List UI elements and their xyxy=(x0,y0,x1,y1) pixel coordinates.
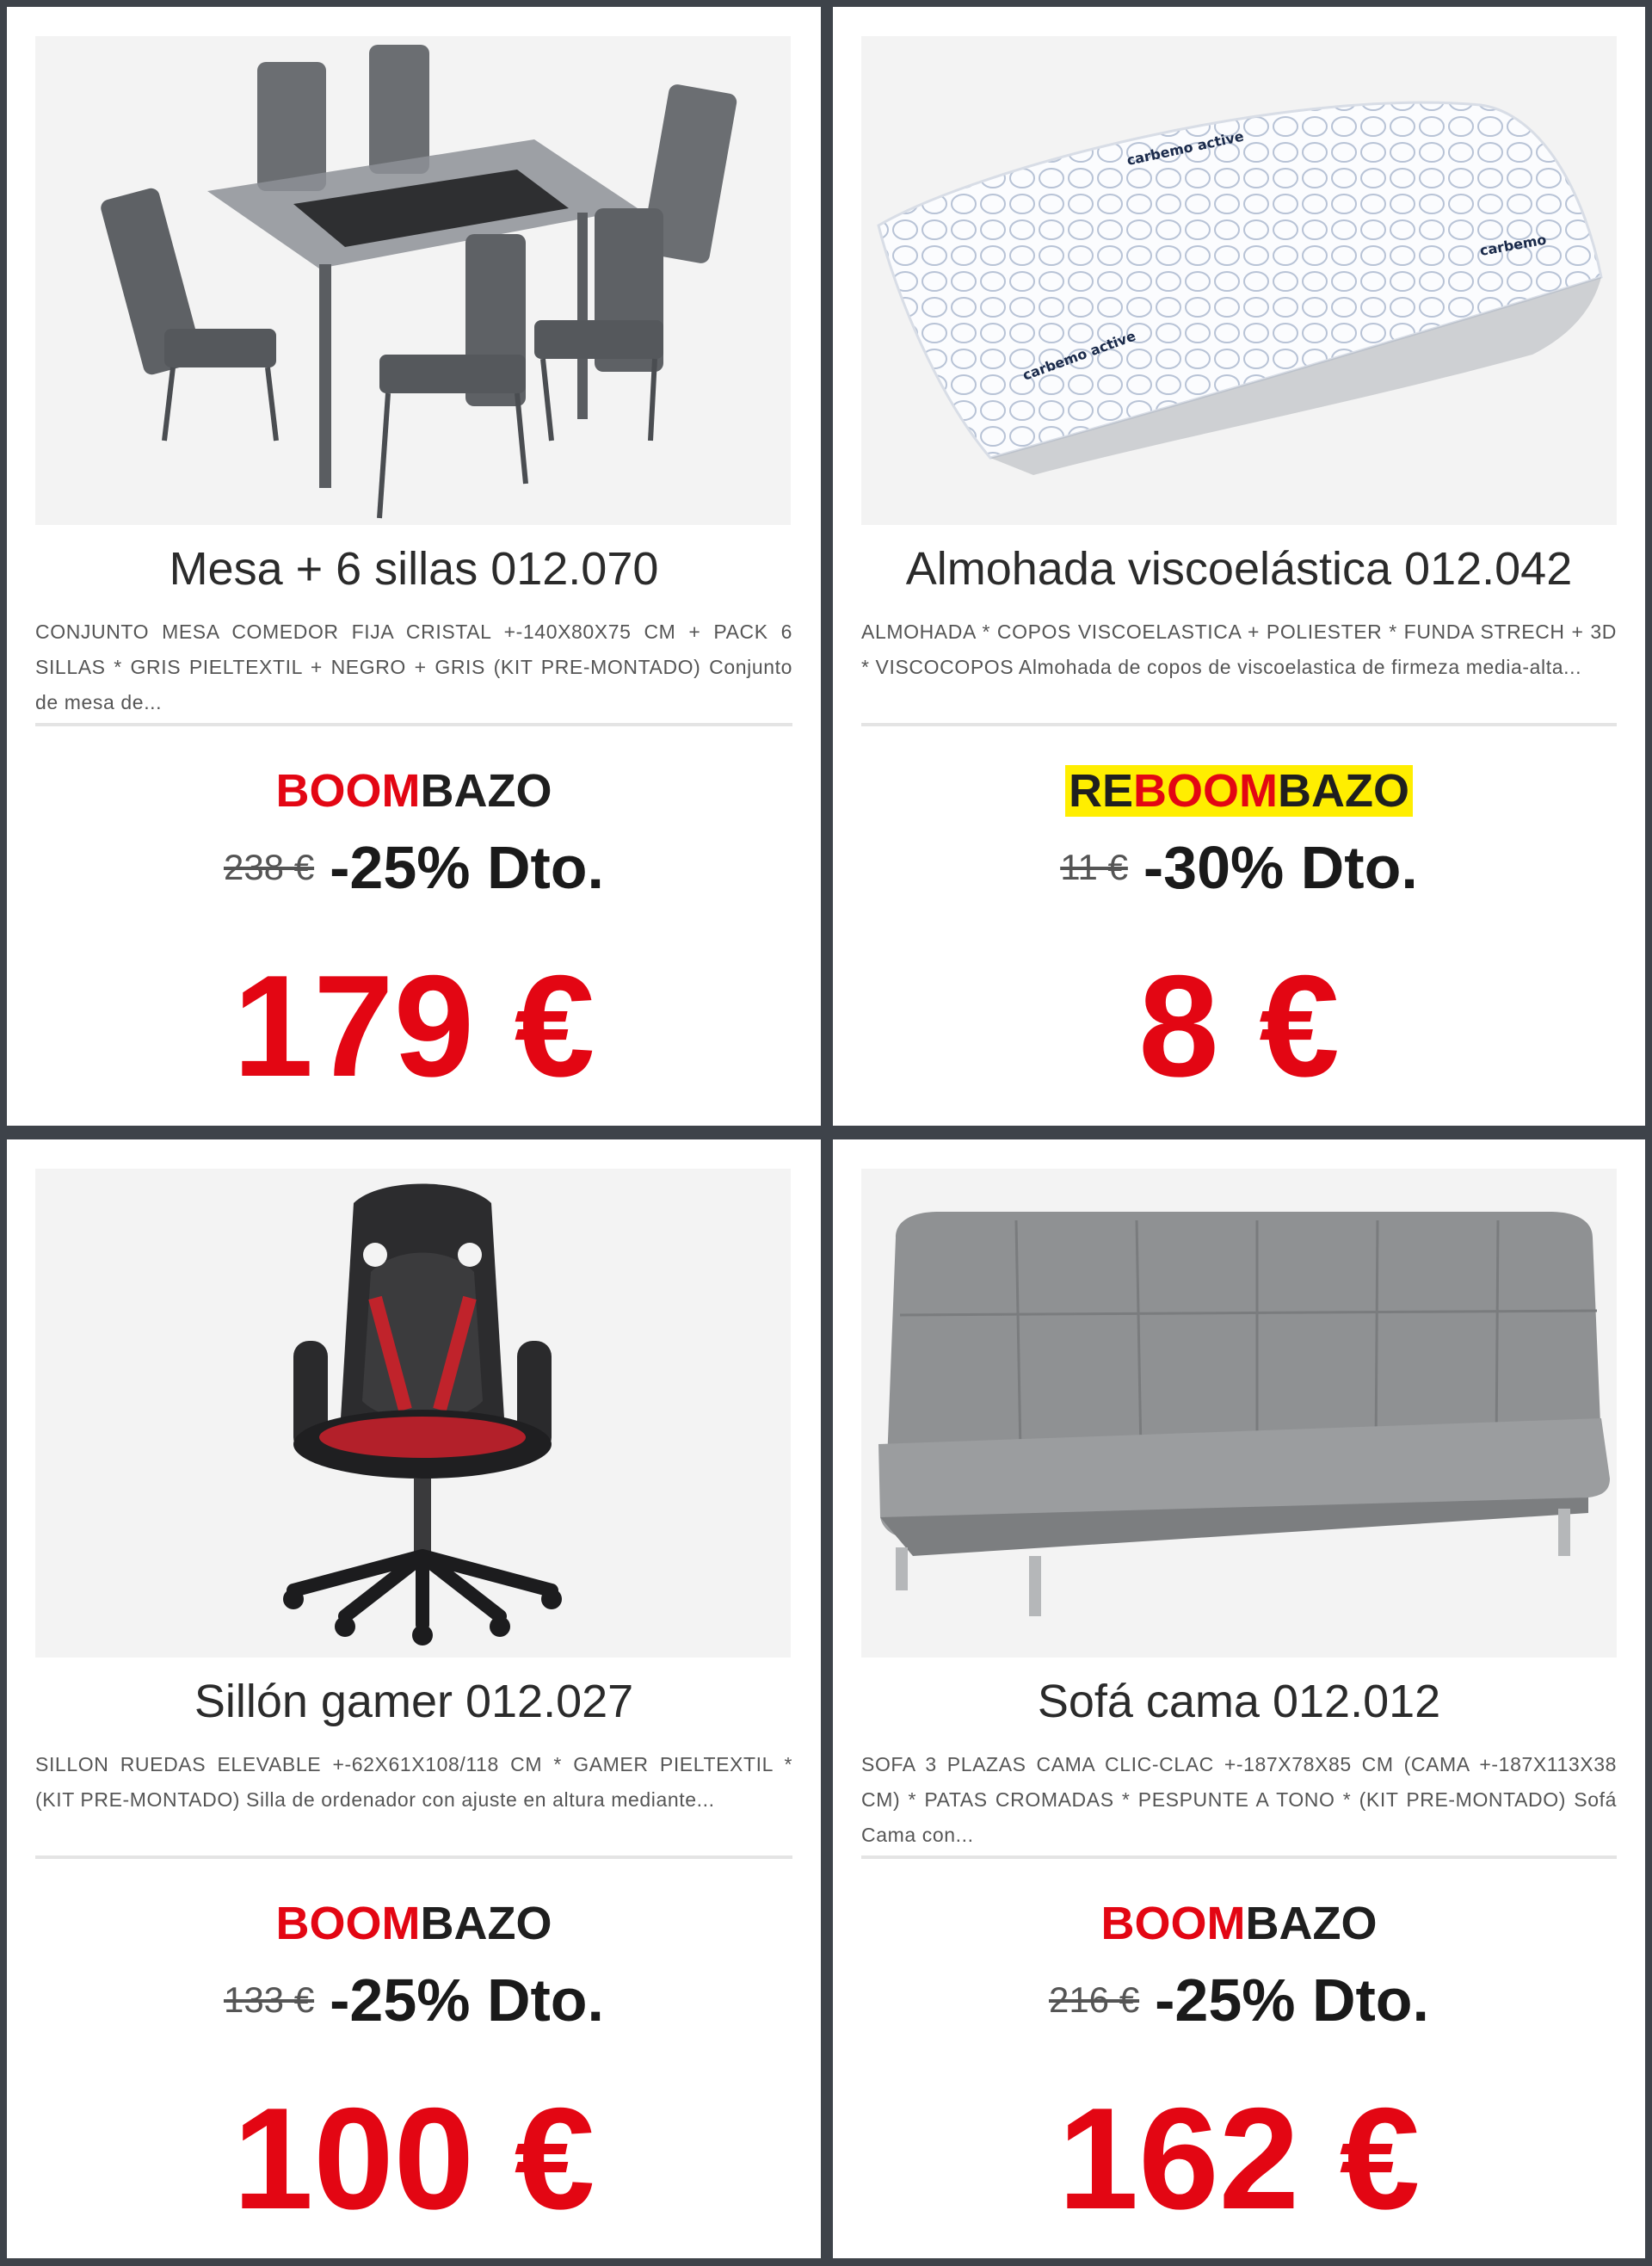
discount-row xyxy=(7,833,821,902)
old-price: 11 € xyxy=(1060,847,1128,887)
product-card-sofa[interactable] xyxy=(833,1139,1645,2258)
promo-boom: BOOM xyxy=(275,765,421,817)
product-card-mesa[interactable] xyxy=(7,7,821,1126)
discount-percent: -25% Dto. xyxy=(330,1967,605,2034)
promo-re: RE xyxy=(1069,765,1134,817)
sofa-bed-illustration xyxy=(861,1169,1617,1658)
product-title[interactable]: Mesa + 6 sillas 012.070 xyxy=(169,543,659,595)
divider xyxy=(35,1855,792,1859)
promo-highlight xyxy=(1065,765,1413,817)
product-description: SILLON RUEDAS ELEVABLE +-62X61X108/118 CM * GAMER PIELTEXTIL * (KIT PRE-MONTADO) Silla de ordenador con ajuste en altura mediante... xyxy=(35,1753,792,1811)
product-description: SOFA 3 PLAZAS CAMA CLIC-CLAC +-187X78X85 CM (CAMA +-187X113X38 CM) * PATAS CROMADAS * PESPUNTE A TONO * (KIT PRE-MONTADO) Sofá Cama con... xyxy=(861,1753,1617,1846)
svg-text:carbemo: carbemo xyxy=(1478,231,1548,259)
promo-boom: BOOM xyxy=(1133,765,1279,817)
product-image-sillon[interactable] xyxy=(35,1169,791,1658)
divider xyxy=(35,723,792,726)
product-title[interactable]: Sofá cama 012.012 xyxy=(1037,1676,1441,1727)
promo-label xyxy=(7,764,821,818)
sale-price: 8 € xyxy=(1138,945,1340,1107)
discount-percent: -25% Dto. xyxy=(1155,1967,1430,2034)
product-image-mesa[interactable] xyxy=(35,36,791,525)
promo-boom: BOOM xyxy=(1100,1898,1246,1949)
promo-boom: BOOM xyxy=(275,1898,421,1949)
pillow-illustration xyxy=(861,36,1617,525)
product-card-sillon[interactable] xyxy=(7,1139,821,2258)
product-title[interactable]: Almohada viscoelástica 012.042 xyxy=(905,543,1573,595)
sale-price: 179 € xyxy=(232,945,595,1107)
old-price: 133 € xyxy=(223,1979,315,2020)
discount-row xyxy=(7,1966,821,2034)
promo-label xyxy=(833,764,1645,818)
promo-label xyxy=(833,1897,1645,1950)
promo-bazo: BAZO xyxy=(420,1898,552,1949)
sale-price: 162 € xyxy=(1057,2078,1421,2239)
sale-price: 100 € xyxy=(232,2078,595,2239)
product-image-almohada[interactable] xyxy=(861,36,1617,525)
old-price: 238 € xyxy=(223,847,315,887)
product-image-sofa[interactable] xyxy=(861,1169,1617,1658)
product-description: ALMOHADA * COPOS VISCOELASTICA + POLIESTER * FUNDA STRECH + 3D * VISCOCOPOS Almohada de copos de viscoelastica de firmeza media-alta... xyxy=(861,621,1617,678)
divider xyxy=(861,723,1617,726)
promo-bazo: BAZO xyxy=(1278,765,1409,817)
discount-row xyxy=(833,833,1645,902)
discount-percent: -25% Dto. xyxy=(330,834,605,901)
promo-bazo: BAZO xyxy=(1245,1898,1378,1949)
svg-text:carbemo active: carbemo active xyxy=(1020,327,1138,384)
divider xyxy=(861,1855,1617,1859)
product-description: CONJUNTO MESA COMEDOR FIJA CRISTAL +-140X80X75 CM + PACK 6 SILLAS * GRIS PIELTEXTIL + NEGRO + GRIS (KIT PRE-MONTADO) Conjunto de mesa de... xyxy=(35,621,792,713)
svg-text:carbemo active: carbemo active xyxy=(1125,127,1246,169)
promo-label xyxy=(7,1897,821,1950)
discount-row xyxy=(833,1966,1645,2034)
old-price: 216 € xyxy=(1048,1979,1140,2020)
table-chairs-illustration xyxy=(35,36,791,525)
product-card-almohada[interactable] xyxy=(833,7,1645,1126)
promo-bazo: BAZO xyxy=(420,765,552,817)
discount-percent: -30% Dto. xyxy=(1143,834,1418,901)
product-title[interactable]: Sillón gamer 012.027 xyxy=(194,1676,634,1727)
gamer-chair-illustration xyxy=(35,1169,791,1658)
